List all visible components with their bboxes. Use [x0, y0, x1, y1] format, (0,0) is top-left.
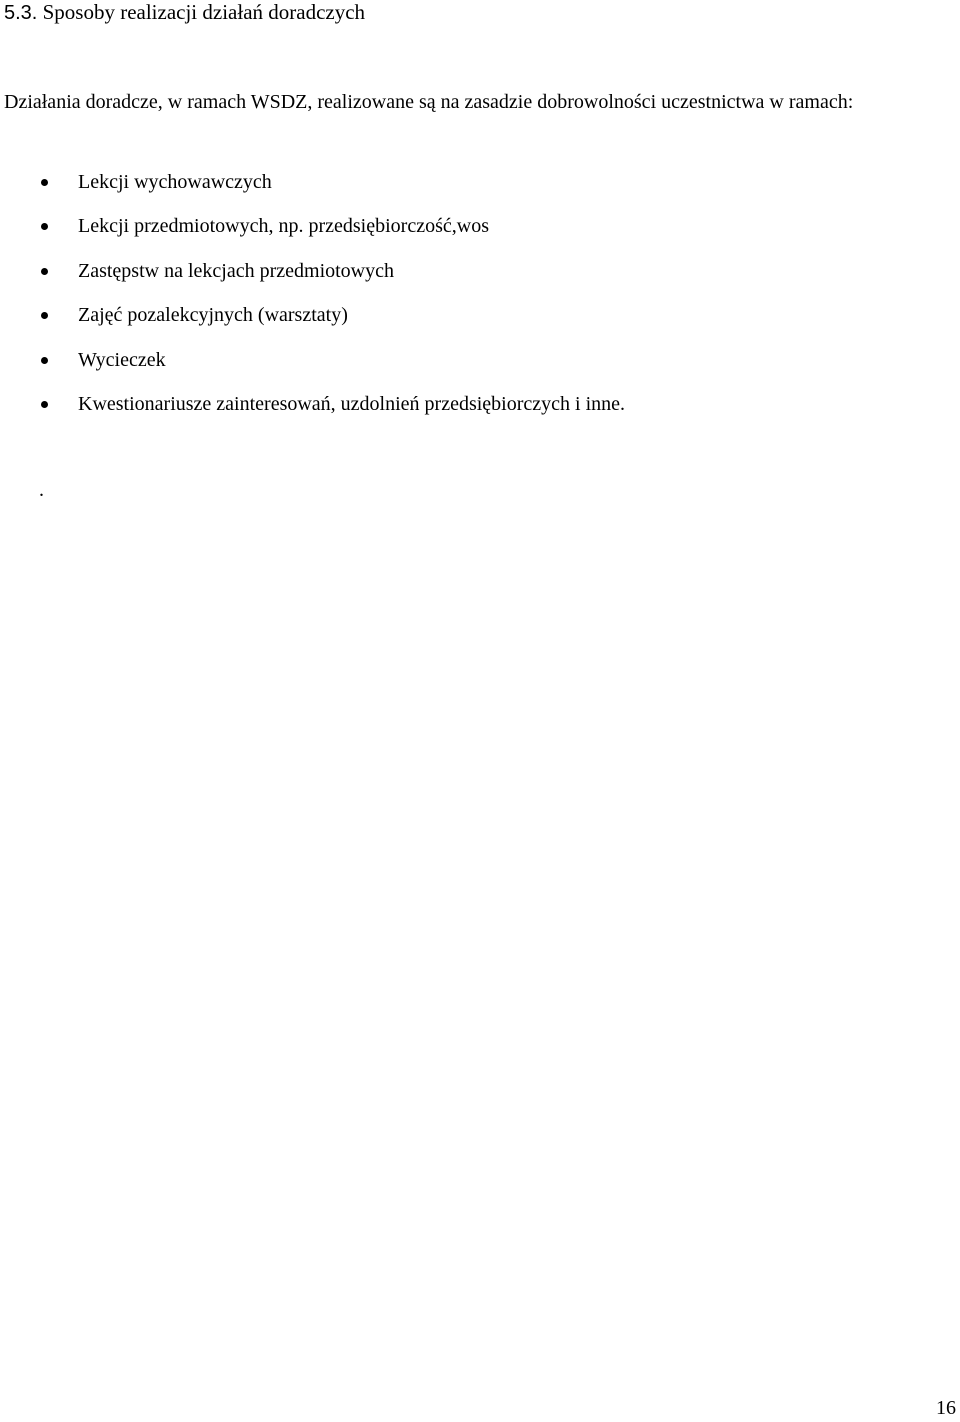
section-title: Sposoby realizacji działań doradczych: [42, 0, 366, 24]
bullet-icon: [41, 179, 48, 186]
list-item-text: Kwestionariusze zainteresowań, uzdolnień przedsiębiorczych i inne.: [78, 392, 626, 415]
stray-period: .: [39, 479, 44, 501]
list-item-text: Wycieczek: [78, 348, 166, 371]
section-number: 5.3.: [4, 2, 38, 24]
bullet-icon: [41, 312, 48, 319]
list-item-text: Lekcji wychowawczych: [78, 171, 272, 193]
list-item-text: Zastępstw na lekcjach przedmiotowych: [78, 259, 394, 282]
bullet-icon: [41, 357, 48, 364]
bullet-icon: [41, 401, 48, 408]
list-item-text: Lekcji przedmiotowych, np. przedsiębiorczość,wos: [78, 215, 489, 238]
bullet-icon: [41, 268, 48, 275]
list-item-text: Zajęć pozalekcyjnych (warsztaty): [78, 304, 348, 327]
intro-paragraph: Działania doradcze, w ramach WSDZ, realizowane są na zasadzie dobrowolności uczestnictwa w ramach:: [4, 91, 854, 113]
section-heading: [4, 0, 365, 27]
page-number: 16: [936, 1397, 956, 1419]
bullet-icon: [41, 223, 48, 230]
